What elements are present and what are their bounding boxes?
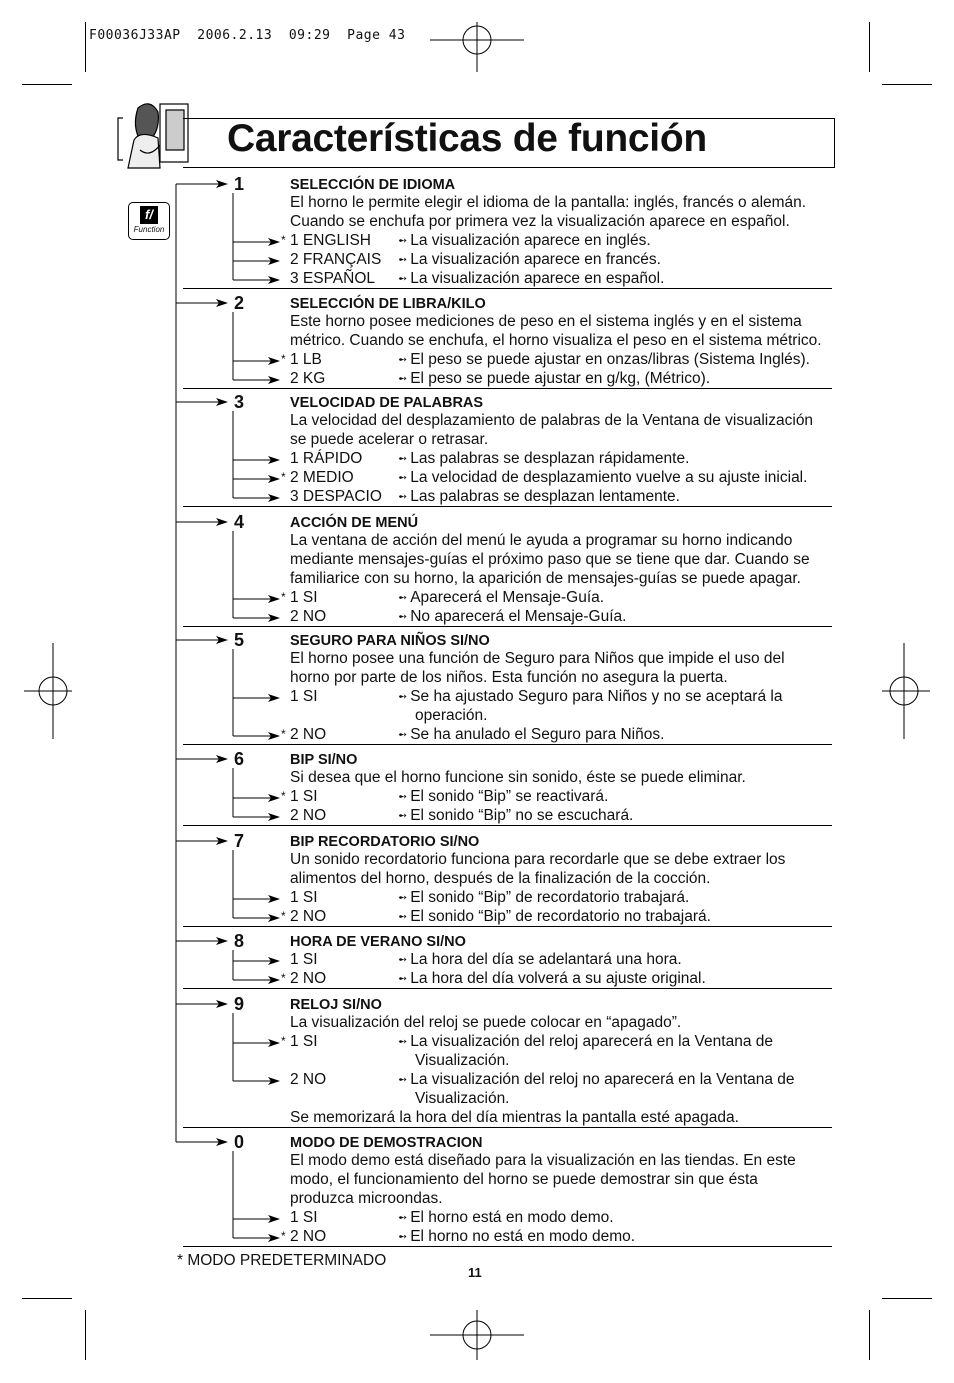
section-number: 2 [234, 293, 245, 313]
section-text: Cuando se enchufa por primera vez la visualización aparece en español. [290, 213, 790, 230]
section-number: 1 [234, 174, 245, 194]
option-description: ➻ La velocidad de desplazamiento vuelve a su ajuste inicial. [398, 469, 808, 486]
option-label: 1 RÁPIDO [290, 450, 363, 467]
option-label: 2 NO [290, 970, 327, 987]
double-arrow-icon: ➻ [398, 1231, 408, 1243]
section-divider [183, 825, 832, 826]
double-arrow-icon: ➻ [398, 453, 408, 465]
section-divider [183, 1127, 832, 1128]
section-number: 8 [234, 931, 245, 951]
option-label: 2 NO [290, 726, 327, 743]
option-description: ➻ La visualización del reloj aparecerá en la Ventana de [398, 1033, 773, 1050]
print-header: F00036J33AP 2006.2.13 09:29 Page 43 [89, 28, 406, 43]
double-arrow-icon: ➻ [398, 235, 408, 247]
option-description: ➻ Se ha ajustado Seguro para Niños y no se aceptará la [398, 688, 783, 705]
option-label: 1 SI [290, 1209, 318, 1226]
double-arrow-icon: ➻ [398, 273, 408, 285]
double-arrow-icon: ➻ [398, 791, 408, 803]
section-divider [183, 626, 832, 627]
section-number: 9 [234, 994, 245, 1014]
option-label: 1 SI [290, 1033, 318, 1050]
option-description: ➻ Se ha anulado el Seguro para Niños. [398, 726, 665, 743]
double-arrow-icon: ➻ [398, 954, 408, 966]
option-label: 1 SI [290, 589, 318, 606]
double-arrow-icon: ➻ [398, 810, 408, 822]
default-marker: * [281, 233, 286, 247]
section-text: modo, el funcionamiento del horno se puede demostrar sin que ésta [290, 1171, 758, 1188]
default-marker: * [281, 1229, 286, 1243]
footnote: * MODO PREDETERMINADO [177, 1252, 387, 1269]
default-marker: * [281, 470, 286, 484]
option-label: 2 NO [290, 1228, 327, 1245]
function-icon: f/ Function [128, 202, 170, 240]
page-number: 11 [468, 1265, 482, 1280]
section-heading: VELOCIDAD DE PALABRAS [290, 395, 484, 411]
section-number: 4 [234, 512, 245, 532]
default-marker: * [281, 727, 286, 741]
option-description: ➻ La hora del día volverá a su ajuste original. [398, 970, 706, 987]
section-text: La ventana de acción del menú le ayuda a programar su horno indicando [290, 532, 793, 549]
option-description: ➻ El sonido “Bip” de recordatorio trabajará. [398, 889, 690, 906]
default-marker: * [281, 971, 286, 985]
section-text: Este horno posee mediciones de peso en el sistema inglés y en el sistema [290, 313, 802, 330]
section-text: familiarice con su horno, la aparición de mensajes-guías se puede apagar. [290, 570, 801, 587]
option-description: ➻ La visualización aparece en francés. [398, 251, 661, 268]
option-description: ➻ El peso se puede ajustar en g/kg, (Métrico). [398, 370, 711, 387]
option-description: ➻ La hora del día se adelantará una hora. [398, 951, 682, 968]
double-arrow-icon: ➻ [398, 354, 408, 366]
option-description: ➻ El sonido “Bip” se reactivará. [398, 788, 609, 805]
section-divider [183, 506, 832, 507]
option-description: ➻ El peso se puede ajustar en onzas/libras (Sistema Inglés). [398, 351, 810, 368]
double-arrow-icon: ➻ [398, 973, 408, 985]
double-arrow-icon: ➻ [398, 691, 408, 703]
double-arrow-icon: ➻ [398, 373, 408, 385]
option-description: ➻ Las palabras se desplazan rápidamente. [398, 450, 690, 467]
section-number: 3 [234, 392, 245, 412]
option-description: ➻ La visualización del reloj no aparecerá en la Ventana de [398, 1071, 795, 1088]
section-text: horno por parte de los niños. Esta función no asegura la puerta. [290, 669, 728, 686]
double-arrow-icon: ➻ [398, 254, 408, 266]
section-note: Se memorizará la hora del día mientras la pantalla esté apagada. [290, 1109, 739, 1126]
section-text: El horno le permite elegir el idioma de la pantalla: inglés, francés o alemán. [290, 194, 807, 211]
section-heading: BIP SI/NO [290, 752, 358, 768]
option-label: 2 FRANÇAIS [290, 251, 382, 268]
section-divider [183, 1246, 832, 1247]
section-heading: BIP RECORDATORIO SI/NO [290, 834, 480, 850]
section-number: 0 [234, 1132, 245, 1152]
double-arrow-icon: ➻ [398, 892, 408, 904]
option-label: 2 MEDIO [290, 469, 354, 486]
double-arrow-icon: ➻ [398, 1212, 408, 1224]
section-heading: SELECCIÓN DE IDIOMA [290, 177, 456, 193]
option-label: 2 KG [290, 370, 326, 387]
section-text: El horno posee una función de Seguro para Niños que impide el uso del [290, 650, 785, 667]
option-description: ➻ El horno no está en modo demo. [398, 1228, 636, 1245]
default-marker: * [281, 1034, 286, 1048]
double-arrow-icon: ➻ [398, 729, 408, 741]
double-arrow-icon: ➻ [398, 472, 408, 484]
option-description-cont: Visualización. [415, 1090, 510, 1107]
option-label: 2 NO [290, 908, 327, 925]
option-label: 2 NO [290, 1071, 327, 1088]
section-heading: SELECCIÓN DE LIBRA/KILO [290, 296, 486, 312]
option-label: 2 NO [290, 608, 327, 625]
option-description: ➻ El sonido “Bip” de recordatorio no trabajará. [398, 908, 711, 925]
option-label: 3 ESPAÑOL [290, 270, 376, 287]
default-marker: * [281, 352, 286, 366]
section-heading: SEGURO PARA NIÑOS SI/NO [290, 633, 490, 649]
option-label: 1 LB [290, 351, 322, 368]
section-number: 6 [234, 749, 245, 769]
double-arrow-icon: ➻ [398, 1074, 408, 1086]
section-text: Si desea que el horno funcione sin sonido, éste se puede eliminar. [290, 769, 746, 786]
option-label: 3 DESPACIO [290, 488, 382, 505]
option-description: ➻ El sonido “Bip” no se escuchará. [398, 807, 634, 824]
option-label: 1 ENGLISH [290, 232, 371, 249]
option-description: ➻ La visualización aparece en inglés. [398, 232, 651, 249]
page-title: Características de función [227, 117, 707, 160]
double-arrow-icon: ➻ [398, 491, 408, 503]
option-description-cont: operación. [415, 707, 488, 724]
double-arrow-icon: ➻ [398, 592, 408, 604]
option-description: ➻ La visualización aparece en español. [398, 270, 665, 287]
section-heading: ACCIÓN DE MENÚ [290, 515, 419, 531]
section-text: El modo demo está diseñado para la visualización en las tiendas. En este [290, 1152, 796, 1169]
option-description-cont: Visualización. [415, 1052, 510, 1069]
double-arrow-icon: ➻ [398, 1036, 408, 1048]
option-label: 1 SI [290, 889, 318, 906]
option-description: ➻ No aparecerá el Mensaje-Guía. [398, 608, 627, 625]
section-text: La velocidad del desplazamiento de palabras de la Ventana de visualización [290, 412, 814, 429]
section-text: alimentos del horno, después de la finalización de la cocción. [290, 870, 711, 887]
option-description: ➻ El horno está en modo demo. [398, 1209, 614, 1226]
section-text: se puede acelerar o retrasar. [290, 431, 489, 448]
section-text: Un sonido recordatorio funciona para recordarle que se debe extraer los [290, 851, 786, 868]
section-heading: HORA DE VERANO SI/NO [290, 934, 466, 950]
section-divider [183, 744, 832, 745]
section-text: La visualización del reloj se puede colocar en “apagado”. [290, 1014, 682, 1031]
section-heading: MODO DE DEMOSTRACION [290, 1135, 483, 1151]
option-description: ➻ Las palabras se desplazan lentamente. [398, 488, 680, 505]
section-text: produzca microondas. [290, 1190, 443, 1207]
option-label: 2 NO [290, 807, 327, 824]
section-text: mediante mensajes-guías el próximo paso que se tiene que dar. Cuando se [290, 551, 810, 568]
section-number: 7 [234, 831, 245, 851]
option-label: 1 SI [290, 951, 318, 968]
section-divider [183, 388, 832, 389]
section-divider [183, 288, 832, 289]
default-marker: * [281, 789, 286, 803]
section-divider [183, 926, 832, 927]
section-number: 5 [234, 630, 245, 650]
double-arrow-icon: ➻ [398, 611, 408, 623]
default-marker: * [281, 909, 286, 923]
section-text: métrico. Cuando se enchufa, el horno visualiza el peso en el sistema métrico. [290, 332, 822, 349]
option-label: 1 SI [290, 788, 318, 805]
section-heading: RELOJ SI/NO [290, 997, 382, 1013]
default-marker: * [281, 590, 286, 604]
option-description: ➻ Aparecerá el Mensaje-Guía. [398, 589, 605, 606]
option-label: 1 SI [290, 688, 318, 705]
double-arrow-icon: ➻ [398, 911, 408, 923]
section-divider [183, 988, 832, 989]
